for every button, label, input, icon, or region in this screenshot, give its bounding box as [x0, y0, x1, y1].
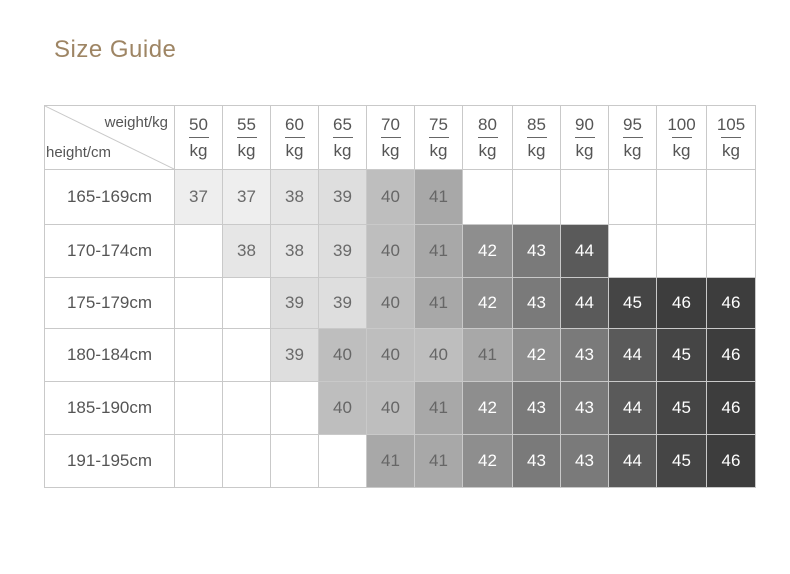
weight-value: 85 — [527, 114, 546, 134]
weight-value: 55 — [237, 114, 256, 134]
empty-cell — [513, 170, 561, 225]
size-cell: 39 — [271, 278, 319, 329]
size-cell: 41 — [415, 435, 463, 488]
table-row — [45, 278, 756, 329]
size-cell: 39 — [319, 278, 367, 329]
size-cell: 40 — [319, 382, 367, 435]
height-axis-label: height/cm — [46, 144, 112, 161]
empty-cell — [707, 170, 756, 225]
size-cell: 42 — [463, 435, 513, 488]
weight-header-10 — [657, 106, 707, 170]
size-cell: 43 — [513, 225, 561, 278]
weight-header-4 — [367, 106, 415, 170]
fraction-bar — [721, 137, 741, 138]
corner-cell — [45, 106, 175, 170]
height-range-cell: 175-179cm — [45, 278, 175, 329]
table-row — [45, 225, 756, 278]
size-cell: 39 — [271, 329, 319, 382]
height-range-cell: 180-184cm — [45, 329, 175, 382]
page-title: Size Guide — [54, 36, 177, 63]
fraction-bar — [527, 137, 547, 138]
weight-value: 70 — [381, 114, 400, 134]
size-table — [44, 105, 756, 488]
table-body — [45, 170, 756, 488]
size-cell: 39 — [319, 225, 367, 278]
weight-unit: kg — [478, 140, 497, 160]
weight-unit: kg — [285, 140, 304, 160]
size-cell: 38 — [271, 225, 319, 278]
weight-unit: kg — [672, 140, 691, 160]
size-cell: 40 — [367, 329, 415, 382]
weight-header-3 — [319, 106, 367, 170]
size-cell: 44 — [561, 278, 609, 329]
size-cell: 43 — [513, 382, 561, 435]
weight-unit: kg — [722, 140, 740, 160]
size-cell: 37 — [175, 170, 223, 225]
empty-cell — [175, 435, 223, 488]
size-cell: 46 — [707, 435, 756, 488]
fraction-bar — [333, 137, 353, 138]
fraction-bar — [478, 137, 498, 138]
weight-unit: kg — [381, 140, 400, 160]
size-cell: 46 — [707, 382, 756, 435]
size-cell: 45 — [609, 278, 657, 329]
height-range-cell: 185-190cm — [45, 382, 175, 435]
weight-unit: kg — [189, 140, 208, 160]
empty-cell — [271, 435, 319, 488]
weight-header-5 — [415, 106, 463, 170]
empty-cell — [223, 329, 271, 382]
fraction-bar — [189, 137, 209, 138]
fraction-bar — [285, 137, 305, 138]
empty-cell — [319, 435, 367, 488]
size-cell: 41 — [415, 278, 463, 329]
empty-cell — [609, 170, 657, 225]
empty-cell — [175, 278, 223, 329]
empty-cell — [223, 278, 271, 329]
weight-header-11 — [707, 106, 756, 170]
weight-unit: kg — [527, 140, 546, 160]
empty-cell — [223, 435, 271, 488]
fraction-bar — [381, 137, 401, 138]
weight-value: 75 — [429, 114, 448, 134]
size-cell: 37 — [223, 170, 271, 225]
fraction-bar — [429, 137, 449, 138]
weight-unit: kg — [237, 140, 256, 160]
empty-cell — [561, 170, 609, 225]
size-cell: 40 — [415, 329, 463, 382]
size-cell: 40 — [367, 225, 415, 278]
size-cell: 41 — [463, 329, 513, 382]
weight-header-9 — [609, 106, 657, 170]
height-range-cell: 191-195cm — [45, 435, 175, 488]
size-cell: 40 — [367, 278, 415, 329]
weight-value: 80 — [478, 114, 497, 134]
size-cell: 43 — [513, 278, 561, 329]
size-cell: 42 — [463, 225, 513, 278]
empty-cell — [657, 170, 707, 225]
table-row — [45, 170, 756, 225]
weight-header-1 — [223, 106, 271, 170]
empty-cell — [175, 329, 223, 382]
size-cell: 44 — [561, 225, 609, 278]
size-cell: 41 — [415, 382, 463, 435]
weight-unit: kg — [575, 140, 594, 160]
weight-header-2 — [271, 106, 319, 170]
empty-cell — [175, 382, 223, 435]
size-cell: 45 — [657, 435, 707, 488]
empty-cell — [223, 382, 271, 435]
size-cell: 46 — [707, 278, 756, 329]
weight-header-7 — [513, 106, 561, 170]
size-cell: 42 — [513, 329, 561, 382]
size-cell: 38 — [223, 225, 271, 278]
size-cell: 39 — [319, 170, 367, 225]
fraction-bar — [623, 137, 643, 138]
size-cell: 46 — [657, 278, 707, 329]
table-row — [45, 382, 756, 435]
weight-value: 65 — [333, 114, 352, 134]
fraction-bar — [575, 137, 595, 138]
weight-value: 90 — [575, 114, 594, 134]
fraction-bar — [672, 137, 692, 138]
size-cell: 44 — [609, 435, 657, 488]
size-cell: 43 — [513, 435, 561, 488]
weight-header-8 — [561, 106, 609, 170]
weight-value: 95 — [623, 114, 642, 134]
empty-cell — [707, 225, 756, 278]
empty-cell — [271, 382, 319, 435]
weight-unit: kg — [429, 140, 448, 160]
size-cell: 43 — [561, 435, 609, 488]
size-cell: 43 — [561, 382, 609, 435]
empty-cell — [175, 225, 223, 278]
fraction-bar — [237, 137, 257, 138]
weight-value: 50 — [189, 114, 208, 134]
table-row — [45, 435, 756, 488]
size-cell: 42 — [463, 382, 513, 435]
size-cell: 45 — [657, 382, 707, 435]
size-cell: 42 — [463, 278, 513, 329]
size-cell: 43 — [561, 329, 609, 382]
weight-axis-label: weight/kg — [104, 114, 168, 131]
size-cell: 44 — [609, 329, 657, 382]
weight-header-0 — [175, 106, 223, 170]
size-cell: 40 — [367, 382, 415, 435]
size-cell: 44 — [609, 382, 657, 435]
weight-header-6 — [463, 106, 513, 170]
size-cell: 38 — [271, 170, 319, 225]
size-cell: 46 — [707, 329, 756, 382]
empty-cell — [657, 225, 707, 278]
empty-cell — [463, 170, 513, 225]
height-range-cell: 165-169cm — [45, 170, 175, 225]
header-row — [45, 106, 756, 170]
size-cell: 41 — [367, 435, 415, 488]
size-cell: 40 — [367, 170, 415, 225]
weight-value: 100 — [667, 114, 696, 134]
size-cell: 41 — [415, 170, 463, 225]
table-row — [45, 329, 756, 382]
size-cell: 40 — [319, 329, 367, 382]
height-range-cell: 170-174cm — [45, 225, 175, 278]
weight-value: 105 — [716, 114, 746, 134]
size-cell: 45 — [657, 329, 707, 382]
weight-value: 60 — [285, 114, 304, 134]
weight-unit: kg — [333, 140, 352, 160]
weight-unit: kg — [623, 140, 642, 160]
size-cell: 41 — [415, 225, 463, 278]
empty-cell — [609, 225, 657, 278]
